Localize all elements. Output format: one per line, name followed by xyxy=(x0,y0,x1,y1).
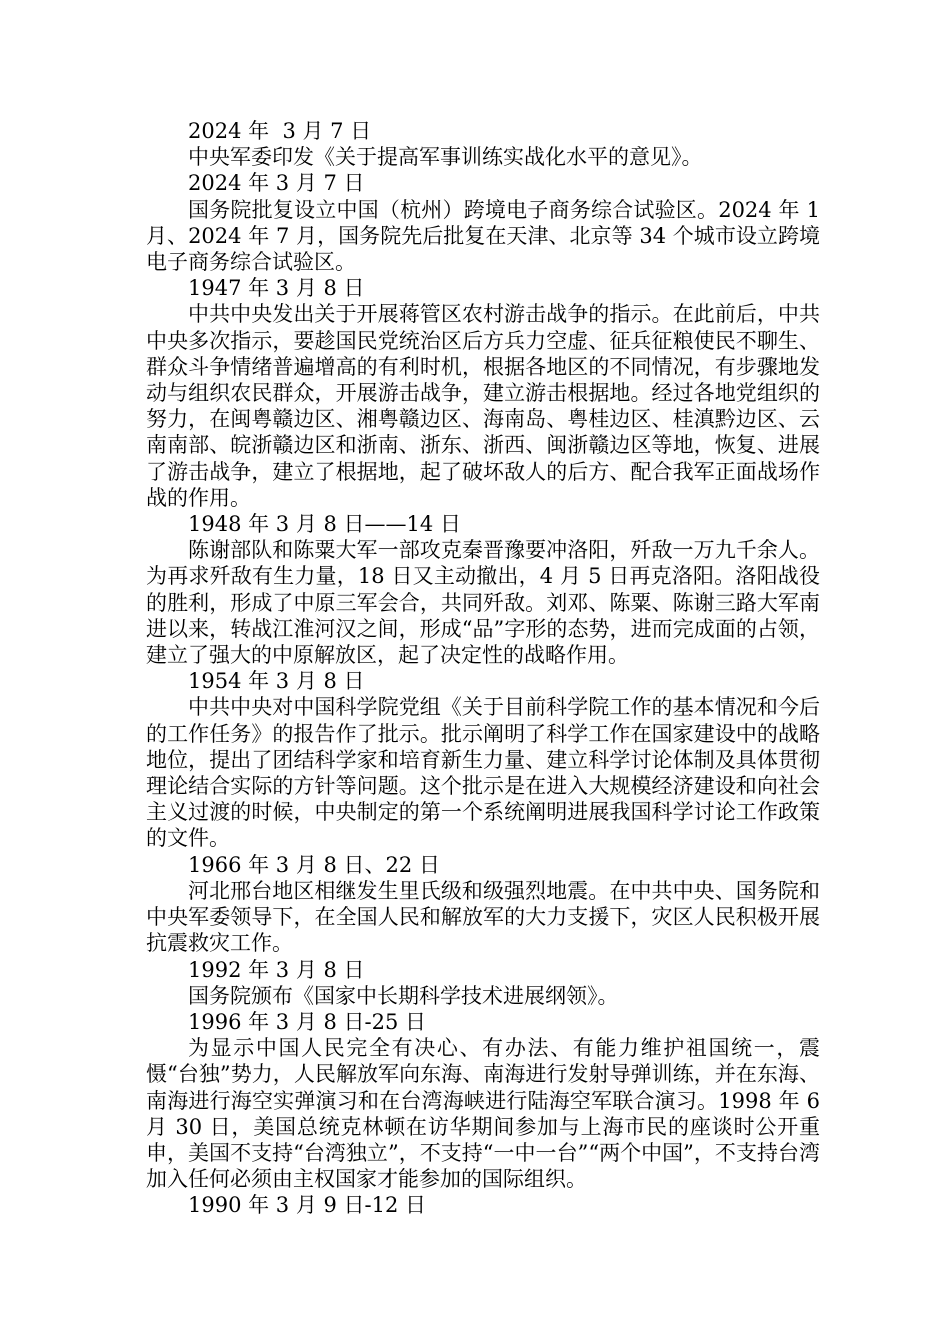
entry-text: 国务院批复设立中国（杭州）跨境电子商务综合试验区。2024 年 1 月、2024 年 7 月，国务院先后批复在天津、北京等 34 个城市设立跨境电子商务综合试验区。 xyxy=(146,197,827,275)
entry-date: 1948 年 3 月 8 日——14 日 xyxy=(188,512,461,537)
entry-text: 中央军委印发《关于提高军事训练实战化水平的意见》。 xyxy=(188,145,703,170)
entry-date: 1947 年 3 月 8 日 xyxy=(188,276,365,301)
entry-date: 1992 年 3 月 8 日 xyxy=(188,957,365,982)
entry-date: 1966 年 3 月 8 日、22 日 xyxy=(188,852,440,877)
entry-date: 2024 年 3 月 7 日 xyxy=(188,119,372,143)
entry-text: 国务院颁布《国家中长期科学技术进展纲领》。 xyxy=(188,983,619,1008)
entry-date: 1996 年 3 月 8 日-25 日 xyxy=(188,1009,427,1034)
chronology-list xyxy=(146,118,827,1219)
entry-text: 陈谢部队和陈粟大军一部攻克秦晋豫要冲洛阳，歼敌一万九千余人。为再求歼敌有生力量，18 日又主动撤出，4 月 5 日再克洛阳。洛阳战役的胜利，形成了中原三军会合，共同歼敌。刘邓、陈粟、陈谢三路大军南进以来，转战江淮河汉之间，形成“品”字形的态势，进而完成面的占领，建立了强大的中原解放区，起了决定性的战略作用。 xyxy=(146,538,820,668)
entry-text: 中共中央发出关于开展蒋管区农村游击战争的指示。在此前后，中共中央多次指示，要趁国民党统治区后方兵力空虚、征兵征粮使民不聊生、群众斗争情绪普遍增高的有利时机，根据各地区的不同情况，有步骤地发动与组织农民群众，开展游击战争，建立游击根据地。经过各地党组织的努力，在闽粤赣边区、湘粤赣边区、海南岛、粤桂边区、桂滇黔边区、云南南部、皖浙赣边区和浙南、浙东、浙西、闽浙赣边区等地，恢复、进展了游击战争，建立了根据地，起了破坏敌人的后方、配合我军正面战场作战的作用。 xyxy=(146,302,820,510)
entry-text: 为显示中国人民完全有决心、有办法、有能力维护祖国统一，震慑“台独”势力，人民解放军向东海、南海进行发射导弹训练，并在东海、南海进行海空实弹演习和在台湾海峡进行陆海空军联合演习。1998 年 6 月 30 日，美国总统克林顿在访华期间参加与上海市民的座谈时公开重申，美国不支持“台湾独立”，不支持“一中一台”“两个中国”，不支持台湾加入任何必须由主权国家才能参加的国际组织。 xyxy=(146,1036,827,1192)
entry-date: 2024 年 3 月 7 日 xyxy=(188,171,365,196)
entry-text: 河北邢台地区相继发生里氏级和级强烈地震。在中共中央、国务院和中央军委领导下，在全国人民和解放军的大力支援下，灾区人民积极开展抗震救灾工作。 xyxy=(146,878,820,956)
entry-date: 1990 年 3 月 9 日-12 日 xyxy=(188,1193,427,1218)
entry-date: 1954 年 3 月 8 日 xyxy=(188,669,365,694)
entry-text: 中共中央对中国科学院党组《关于目前科学院工作的基本情况和今后的工作任务》的报告作了批示。批示阐明了科学工作在国家建设中的战略地位，提出了团结科学家和培育新生力量、建立科学讨论体制及具体贯彻理论结合实际的方针等问题。这个批示是在进入大规模经济建设和向社会主义过渡的时候，中央制定的第一个系统阐明进展我国科学讨论工作政策的文件。 xyxy=(146,695,820,851)
